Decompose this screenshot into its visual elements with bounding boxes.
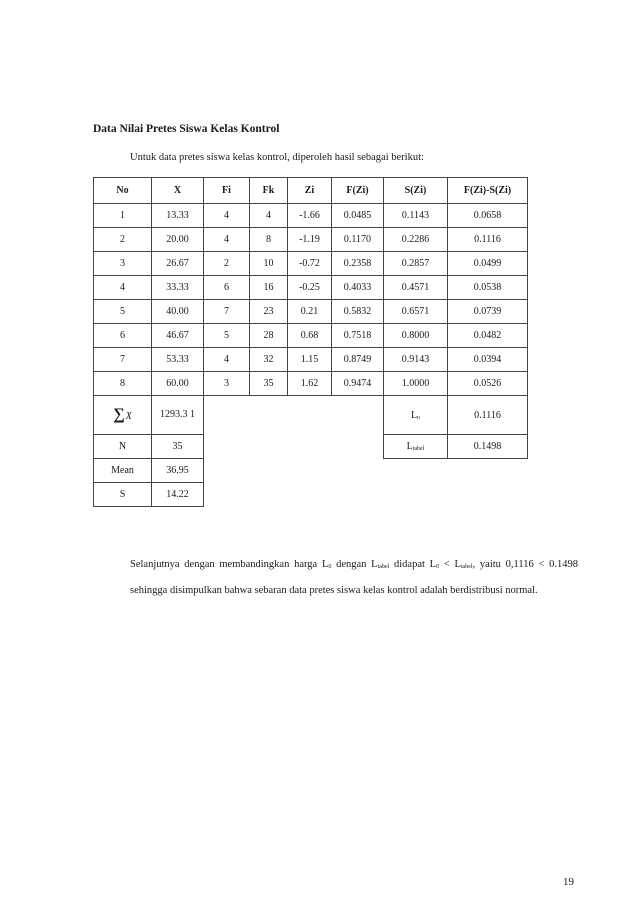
n-label-cell: N <box>94 435 152 459</box>
table-cell: 35 <box>250 372 288 396</box>
column-header: S(Zi) <box>384 178 448 204</box>
sigma-symbol: ∑ <box>113 406 125 423</box>
table-cell: 4 <box>94 276 152 300</box>
table-cell: 0.0658 <box>448 204 528 228</box>
column-header: F(Zi)-S(Zi) <box>448 178 528 204</box>
table-cell: 0.9143 <box>384 348 448 372</box>
mean-blank <box>204 459 528 483</box>
table-cell: 23 <box>250 300 288 324</box>
table-cell: 0.68 <box>288 324 332 348</box>
table-cell: 13.33 <box>152 204 204 228</box>
table-cell: 60.00 <box>152 372 204 396</box>
sum-symbol-cell <box>94 396 152 435</box>
s-blank <box>204 483 528 507</box>
table-cell: 0.0482 <box>448 324 528 348</box>
table-cell: 20.00 <box>152 228 204 252</box>
table-cell: 0.1170 <box>332 228 384 252</box>
table-cell: 0.1143 <box>384 204 448 228</box>
table-cell: 0.2286 <box>384 228 448 252</box>
table-cell: 1 <box>94 204 152 228</box>
para-sub-tabel-a: tabel <box>377 564 390 570</box>
table-cell: 1.62 <box>288 372 332 396</box>
n-blank <box>204 435 384 459</box>
s-row <box>94 483 528 507</box>
table-cell: 7 <box>204 300 250 324</box>
table-cell: 7 <box>94 348 152 372</box>
table-cell: 3 <box>94 252 152 276</box>
table-cell: 4 <box>204 228 250 252</box>
para-part-1: Selanjutnya dengan membandingkan harga L <box>130 559 329 570</box>
para-sub-tabel-b: tabel <box>460 564 473 570</box>
para-part-5: , yaitu 0,1116 < 0.1498 sehingga disimpulkan bahwa sebaran data pretes siswa kelas kontrol adalah berdistribusi normal. <box>130 559 579 596</box>
table-cell: 0.6571 <box>384 300 448 324</box>
column-header: Fk <box>250 178 288 204</box>
table-cell: 6 <box>204 276 250 300</box>
table-cell: 8 <box>94 372 152 396</box>
table-cell: 1.15 <box>288 348 332 372</box>
table-cell: 0.2857 <box>384 252 448 276</box>
table-cell: 46.67 <box>152 324 204 348</box>
table-cell: 16 <box>250 276 288 300</box>
l0-sub: o <box>417 414 421 421</box>
l0-value-cell: 0.1116 <box>448 396 528 435</box>
table-cell: 0.8000 <box>384 324 448 348</box>
sum-blank <box>204 396 384 435</box>
table-cell: 0.7518 <box>332 324 384 348</box>
table-header-row <box>94 178 528 204</box>
l0-label: L <box>410 409 418 421</box>
para-sub-0a: 0 <box>328 564 332 570</box>
table-cell: 0.8749 <box>332 348 384 372</box>
table-cell: 10 <box>250 252 288 276</box>
ltabel-label-cell <box>384 435 448 459</box>
table-row <box>94 324 528 348</box>
table-cell: 1.0000 <box>384 372 448 396</box>
table-cell: 0.0526 <box>448 372 528 396</box>
table-row <box>94 372 528 396</box>
intro-text: Untuk data pretes siswa kelas kontrol, diperoleh hasil sebagai berikut: <box>130 152 424 163</box>
mean-row <box>94 459 528 483</box>
table-cell: 53.33 <box>152 348 204 372</box>
table-row <box>94 300 528 324</box>
mean-label-cell: Mean <box>94 459 152 483</box>
table-cell: 40.00 <box>152 300 204 324</box>
para-part-4: < L <box>439 559 461 570</box>
table-cell: 3 <box>204 372 250 396</box>
table-cell: -0.72 <box>288 252 332 276</box>
table-cell: 5 <box>204 324 250 348</box>
column-header: Fi <box>204 178 250 204</box>
n-value-cell: 35 <box>152 435 204 459</box>
table-cell: 0.0739 <box>448 300 528 324</box>
column-header: F(Zi) <box>332 178 384 204</box>
table-cell: 4 <box>250 204 288 228</box>
table-cell: 0.9474 <box>332 372 384 396</box>
table-cell: 4 <box>204 348 250 372</box>
table-cell: 5 <box>94 300 152 324</box>
ltabel-sub: tabel <box>412 446 425 452</box>
page-number: 19 <box>563 876 574 888</box>
conclusion-paragraph <box>130 553 578 602</box>
table-cell: 0.4033 <box>332 276 384 300</box>
para-part-2: dengan L <box>331 559 378 570</box>
para-sub-0b: 0 <box>436 564 440 570</box>
s-value-cell: 14.22 <box>152 483 204 507</box>
sum-variable: X <box>125 411 132 422</box>
table-cell: 0.0394 <box>448 348 528 372</box>
table-row <box>94 276 528 300</box>
table-cell: 2 <box>94 228 152 252</box>
para-part-3: didapat L <box>389 559 437 570</box>
table-row <box>94 204 528 228</box>
table-cell: 0.2358 <box>332 252 384 276</box>
table-cell: 0.0538 <box>448 276 528 300</box>
table-cell: -1.19 <box>288 228 332 252</box>
table-cell: 8 <box>250 228 288 252</box>
table-cell: 0.21 <box>288 300 332 324</box>
table-cell: 26.67 <box>152 252 204 276</box>
table-cell: 4 <box>204 204 250 228</box>
column-header: X <box>152 178 204 204</box>
table-cell: 32 <box>250 348 288 372</box>
table-cell: 33.33 <box>152 276 204 300</box>
table-cell: 0.0485 <box>332 204 384 228</box>
table-cell: 0.5832 <box>332 300 384 324</box>
l0-label-cell <box>384 396 448 435</box>
table-cell: -1.66 <box>288 204 332 228</box>
table-cell: 6 <box>94 324 152 348</box>
table-cell: 0.4571 <box>384 276 448 300</box>
table-cell: -0.25 <box>288 276 332 300</box>
mean-value-cell: 36.95 <box>152 459 204 483</box>
column-header: No <box>94 178 152 204</box>
normality-table <box>93 177 528 507</box>
section-title: Data Nilai Pretes Siswa Kelas Kontrol <box>93 123 280 135</box>
s-label-cell: S <box>94 483 152 507</box>
table-row <box>94 252 528 276</box>
table-row <box>94 348 528 372</box>
table-cell: 28 <box>250 324 288 348</box>
n-row <box>94 435 528 459</box>
ltabel-label: L <box>406 441 413 452</box>
sum-value-cell: 1293.3 1 <box>152 396 204 435</box>
table-row <box>94 228 528 252</box>
sum-row <box>94 396 528 435</box>
table-cell: 2 <box>204 252 250 276</box>
table-cell: 0.0499 <box>448 252 528 276</box>
ltabel-value-cell: 0.1498 <box>448 435 528 459</box>
table-cell: 0.1116 <box>448 228 528 252</box>
column-header: Zi <box>288 178 332 204</box>
